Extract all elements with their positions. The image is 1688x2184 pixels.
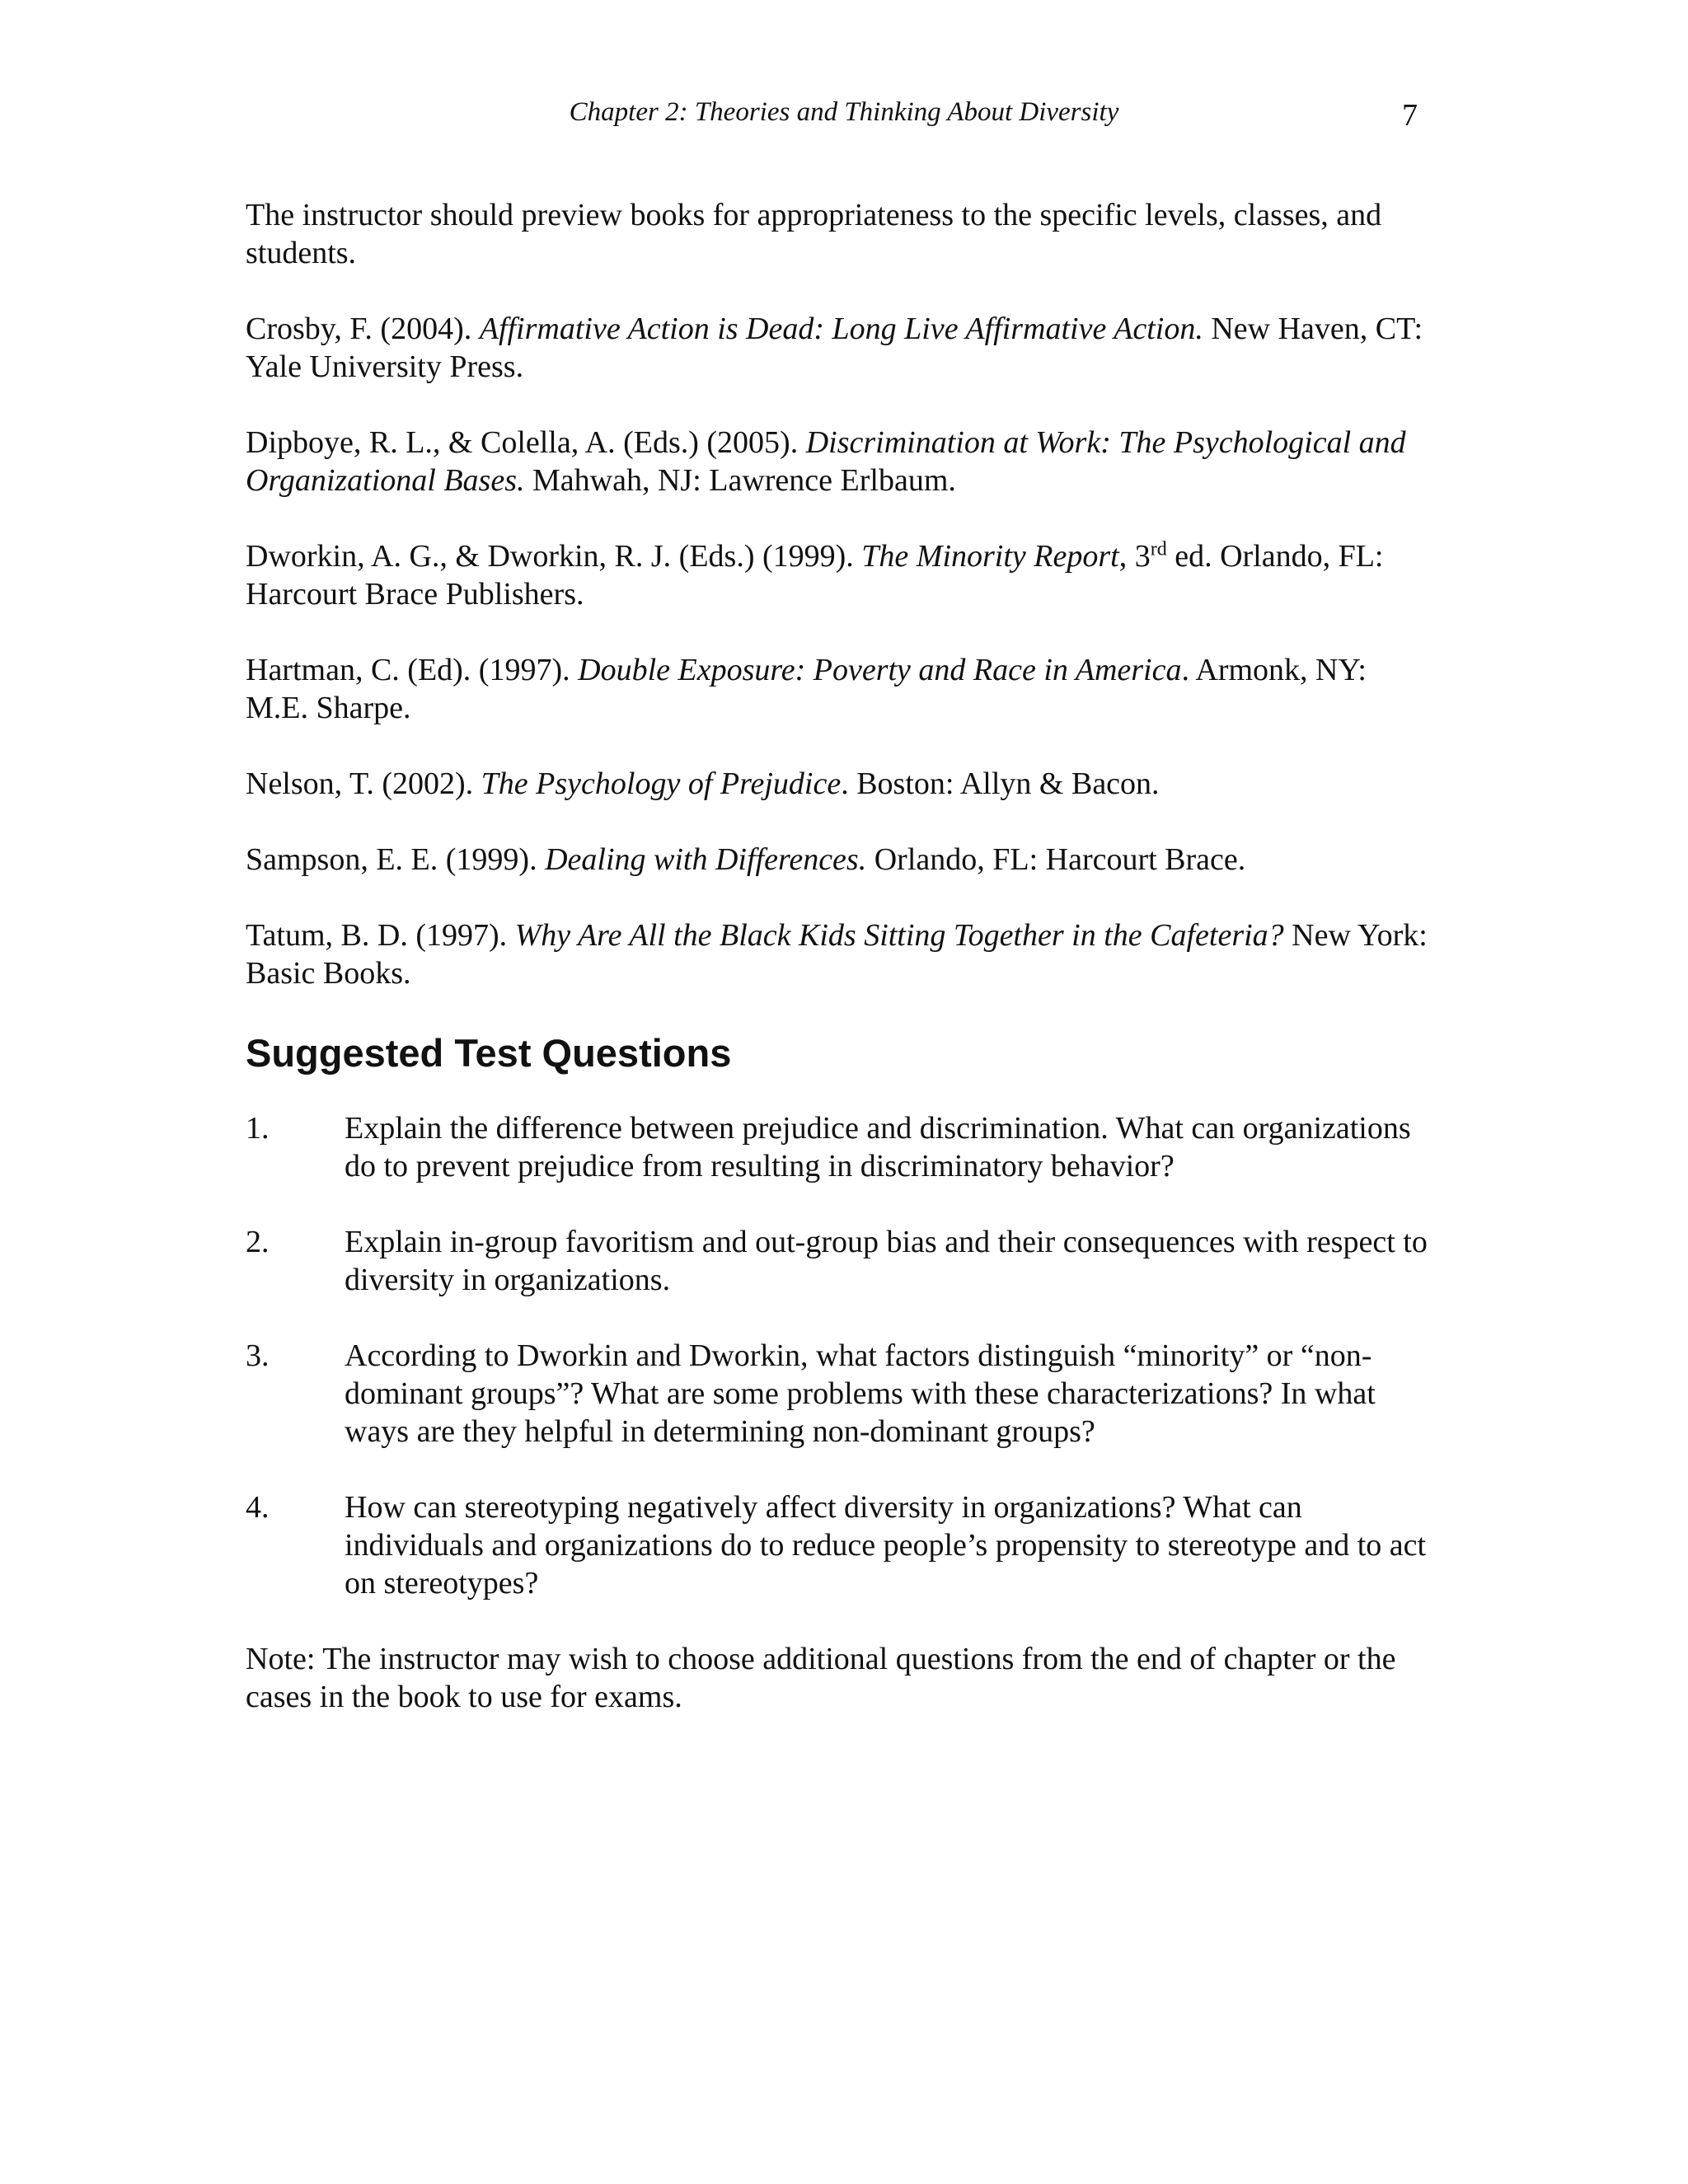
question-number: 2. xyxy=(246,1225,270,1259)
reference-item xyxy=(246,537,1432,613)
reference-authors: Dipboye, R. L., & Colella, A. (Eds.) (2005). xyxy=(246,425,806,460)
reference-authors: Crosby, F. (2004). xyxy=(246,312,480,346)
question-number: 1. xyxy=(246,1111,270,1146)
reference-title: Affirmative Action is Dead: Long Live Affirmative Action. xyxy=(479,312,1203,346)
reference-item xyxy=(246,651,1432,727)
reference-title: Discrimination at Work: The Psychological and Organizational Bases. xyxy=(246,425,1406,498)
reference-edition: , 3 xyxy=(1118,539,1151,574)
reference-list xyxy=(246,310,1432,992)
reference-edition-superscript: rd xyxy=(1150,538,1167,560)
reference-publisher: ed. Orlando, FL: Harcourt Brace Publishers. xyxy=(246,539,1384,612)
reference-item xyxy=(246,765,1432,803)
question-number: 3. xyxy=(246,1338,270,1373)
page-number: 7 xyxy=(1402,98,1418,133)
question-number: 4. xyxy=(246,1490,270,1525)
note-paragraph: Note: The instructor may wish to choose additional questions from the end of chapter or the cases in the book to use for exams. xyxy=(246,1642,1396,1714)
reference-item xyxy=(246,424,1432,499)
question-text: How can stereotyping negatively affect diversity in organizations? What can individuals and organizations do to reduce people’s propensity to stereotype and to act on stereotypes? xyxy=(345,1490,1427,1601)
reference-title: Double Exposure: Poverty and Race in America xyxy=(578,653,1182,687)
question-text: According to Dworkin and Dworkin, what factors distinguish “minority” or “non-dominant groups”? What are some problems with these characterizations? In what ways are they helpful in determining non-dominant groups? xyxy=(345,1338,1376,1449)
reference-title: The Psychology of Prejudice xyxy=(481,766,842,801)
reference-title: The Minority Report xyxy=(861,539,1119,574)
reference-authors: Nelson, T. (2002). xyxy=(246,766,481,801)
section-heading: Suggested Test Questions xyxy=(246,1031,732,1075)
running-header: Chapter 2: Theories and Thinking About Diversity xyxy=(569,97,1119,127)
reference-title: Why Are All the Black Kids Sitting Together in the Cafeteria? xyxy=(514,918,1284,953)
reference-publisher: New York: Basic Books. xyxy=(246,918,1428,991)
reference-authors: Hartman, C. (Ed). (1997). xyxy=(246,653,579,687)
reference-authors: Tatum, B. D. (1997). xyxy=(246,918,515,953)
reference-item xyxy=(246,310,1432,386)
question-text: Explain in-group favoritism and out-group bias and their consequences with respect to diversity in organizations. xyxy=(345,1225,1428,1297)
reference-item xyxy=(246,841,1432,879)
reference-title: Dealing with Differences. xyxy=(545,842,867,877)
reference-publisher: . Armonk, NY: M.E. Sharpe. xyxy=(246,653,1367,725)
reference-publisher: . Boston: Allyn & Bacon. xyxy=(841,766,1160,801)
page-body xyxy=(246,196,1432,1716)
question-item xyxy=(246,1109,1432,1185)
question-item xyxy=(246,1488,1432,1602)
reference-publisher: Orlando, FL: Harcourt Brace. xyxy=(866,842,1246,877)
intro-paragraph: The instructor should preview books for appropriateness to the specific levels, classes, and students. xyxy=(246,198,1382,270)
question-item xyxy=(246,1223,1432,1299)
question-item xyxy=(246,1337,1432,1451)
reference-authors: Dworkin, A. G., & Dworkin, R. J. (Eds.) (1999). xyxy=(246,539,862,574)
reference-item xyxy=(246,916,1432,992)
question-list xyxy=(246,1109,1432,1602)
question-text: Explain the difference between prejudice and discrimination. What can organizations do to prevent prejudice from resulting in discriminatory behavior? xyxy=(345,1111,1411,1183)
reference-publisher: New Haven, CT: Yale University Press. xyxy=(246,312,1423,384)
reference-publisher: Mahwah, NJ: Lawrence Erlbaum. xyxy=(524,463,956,498)
reference-authors: Sampson, E. E. (1999). xyxy=(246,842,546,877)
